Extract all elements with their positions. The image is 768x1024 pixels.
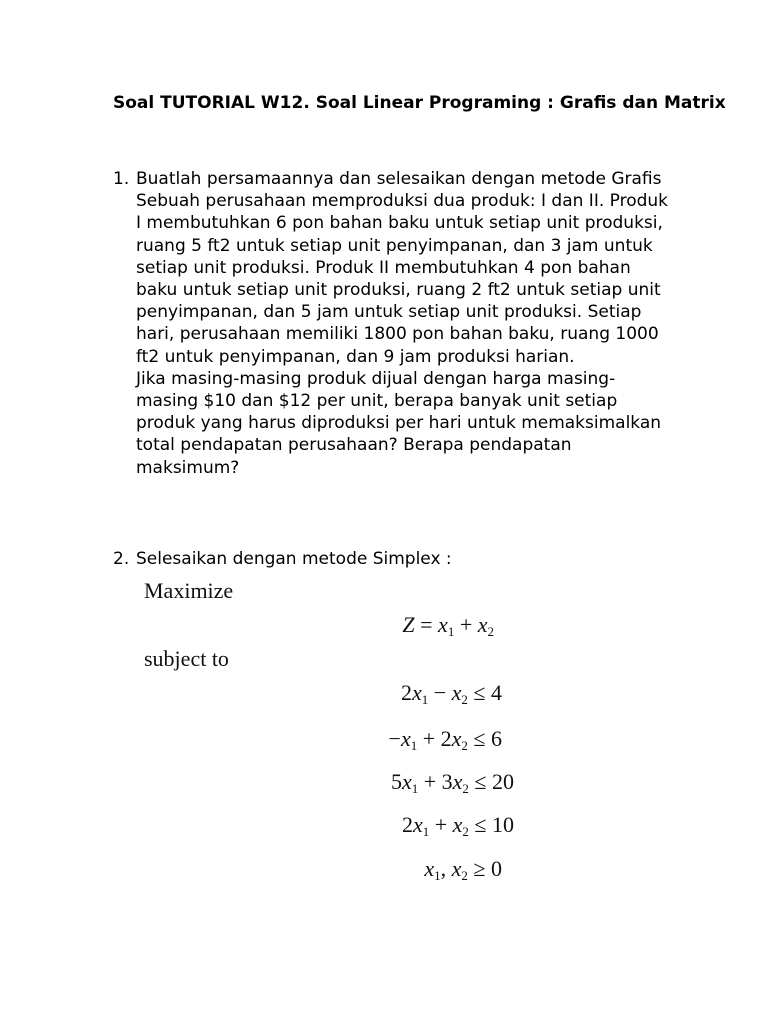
constraint-2: $-x_1 + 2x_2 \le 6$	[388, 726, 502, 753]
question-1-body	[136, 168, 673, 479]
question-1-instruction: Buatlah persamaannya dan selesaikan dengan metode Grafis	[136, 169, 662, 189]
objective-function: $Z = x_1 + x_2$	[402, 612, 494, 639]
question-1-number: 1.	[113, 169, 130, 189]
constraint-4: $2x_1 + x_2 \le 10$	[401, 812, 514, 839]
page-title: Soal TUTORIAL W12. Soal Linear Programing : Grafis dan Matrix	[113, 93, 726, 113]
constraint-nonnegativity: $x_1$, $x_2 \ge 0$	[424, 856, 502, 883]
question-1-problem: Sebuah perusahaan memproduksi dua produk: I dan II. Produk I membutuhkan 6 pon bahan baku untuk setiap unit produksi, ruang 5 ft2 untuk setiap unit penyimpanan, dan 3 jam untuk setiap unit produksi. Produk II membutuhkan 4 pon bahan baku untuk setiap unit produksi, ruang 2 ft2 untuk setiap unit penyimpanan, dan 5 jam untuk setiap unit produksi. Setiap hari, perusahaan memiliki 1800 pon bahan baku, ruang 1000 ft2 untuk penyimpanan, dan 9 jam produksi harian.	[136, 191, 669, 367]
question-2-number: 2.	[113, 549, 130, 569]
constraint-1: $2x_1 - x_2 \le 4$	[400, 680, 502, 707]
question-2	[113, 548, 673, 570]
question-2-instruction: Selesaikan dengan metode Simplex :	[136, 549, 452, 569]
maximize-label: Maximize	[144, 578, 234, 603]
question-1-question: Jika masing-masing produk dijual dengan harga masing-masing $10 dan $12 per unit, berapa banyak unit setiap produk yang harus diproduksi per hari untuk memaksimalkan total pendapatan perusahaan? Berapa pendapatan maksimum?	[136, 368, 662, 478]
question-1	[113, 168, 673, 479]
subject-to-label: subject to	[144, 646, 229, 671]
constraint-3: $5x_1 + 3x_2 \le 20$	[390, 769, 514, 796]
